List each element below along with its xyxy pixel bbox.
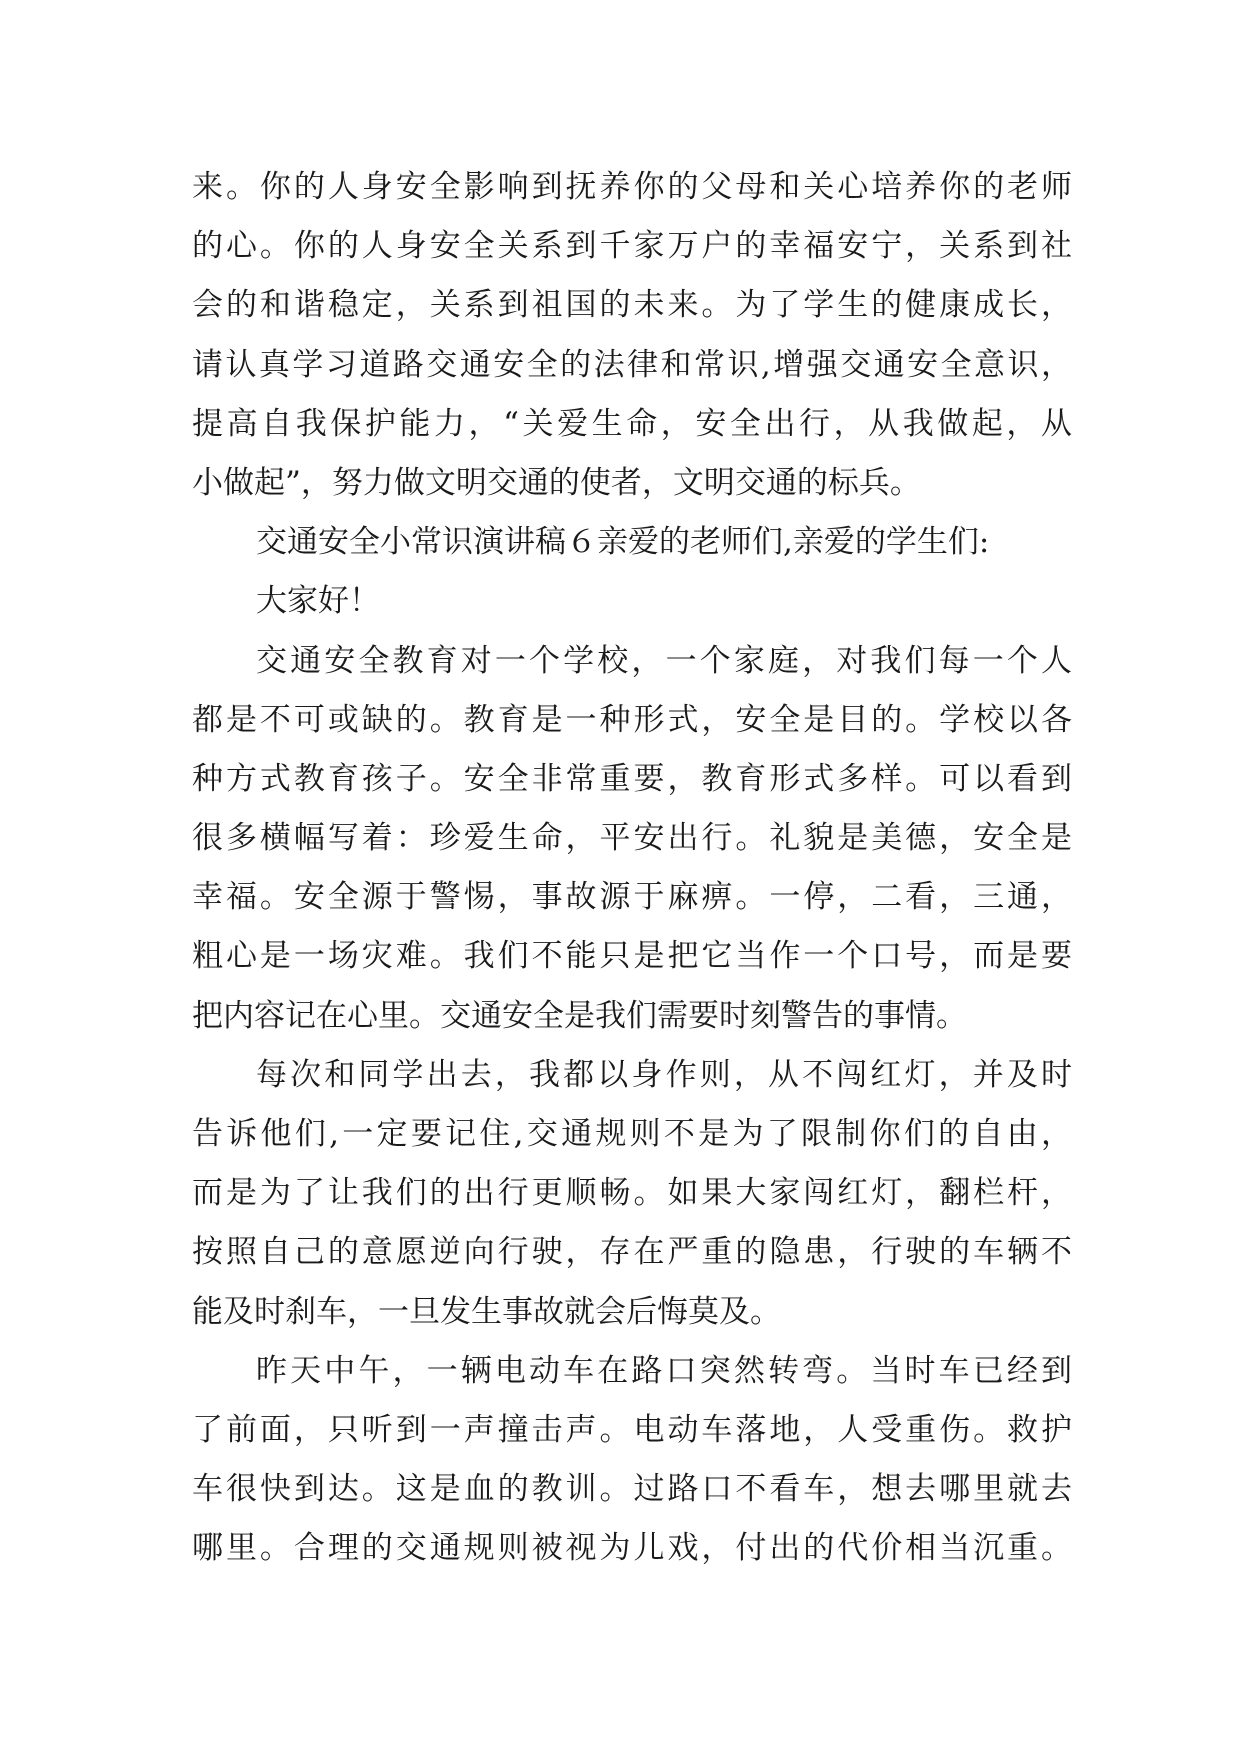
greeting-line: 大家好！ <box>256 583 380 620</box>
document-body <box>192 158 1072 1579</box>
text-line: 都是不可或缺的。教育是一种形式，安全是目的。学校以各 <box>192 701 1072 738</box>
paragraph-first-line: 交通安全教育对一个学校，一个家庭，对我们每一个人 <box>256 642 1072 679</box>
text-line: 种方式教育孩子。安全非常重要，教育形式多样。可以看到 <box>192 760 1072 797</box>
speech-title-line: 交通安全小常识演讲稿６亲爱的老师们,亲爱的学生们: <box>256 524 990 561</box>
text-line: 请认真学习道路交通安全的法律和常识,增强交通安全意识， <box>192 346 1072 383</box>
text-line: 告诉他们,一定要记住,交通规则不是为了限制你们的自由， <box>192 1116 1072 1152</box>
paragraph-first-line: 每次和同学出去，我都以身作则，从不闯红灯，并及时 <box>256 1056 1072 1093</box>
text-line: 而是为了让我们的出行更顺畅。如果大家闯红灯，翻栏杆， <box>192 1175 1072 1212</box>
text-line: 把内容记在心里。交通安全是我们需要时刻警告的事情。 <box>192 997 967 1034</box>
text-line: 车很快到达。这是血的教训。过路口不看车，想去哪里就去 <box>192 1471 1072 1508</box>
paragraph-first-line: 昨天中午，一辆电动车在路口突然转弯。当时车已经到 <box>256 1352 1072 1389</box>
text-line: 了前面，只听到一声撞击声。电动车落地，人受重伤。救护 <box>192 1411 1072 1448</box>
text-line: 来。你的人身安全影响到抚养你的父母和关心培养你的老师 <box>192 169 1072 205</box>
text-line: 能及时刹车，一旦发生事故就会后悔莫及。 <box>192 1293 781 1330</box>
text-line: 哪里。合理的交通规则被视为儿戏，付出的代价相当沉重。 <box>192 1530 1072 1567</box>
text-line: 幸福。安全源于警惕，事故源于麻痹。一停，二看，三通， <box>192 879 1072 916</box>
text-line: 粗心是一场灾难。我们不能只是把它当作一个口号，而是要 <box>192 938 1072 975</box>
text-line: 按照自己的意愿逆向行驶，存在严重的隐患，行驶的车辆不 <box>192 1234 1072 1271</box>
text-line: 很多横幅写着：珍爱生命，平安出行。礼貌是美德，安全是 <box>192 820 1072 857</box>
text-line: 会的和谐稳定，关系到祖国的未来。为了学生的健康成长， <box>192 287 1072 324</box>
text-line: 的心。你的人身安全关系到千家万户的幸福安宁，关系到社 <box>192 228 1072 265</box>
text-line: 提高自我保护能力，“关爱生命，安全出行，从我做起，从 <box>192 405 1072 442</box>
text-line: 小做起”，努力做文明交通的使者，文明交通的标兵。 <box>192 464 921 501</box>
